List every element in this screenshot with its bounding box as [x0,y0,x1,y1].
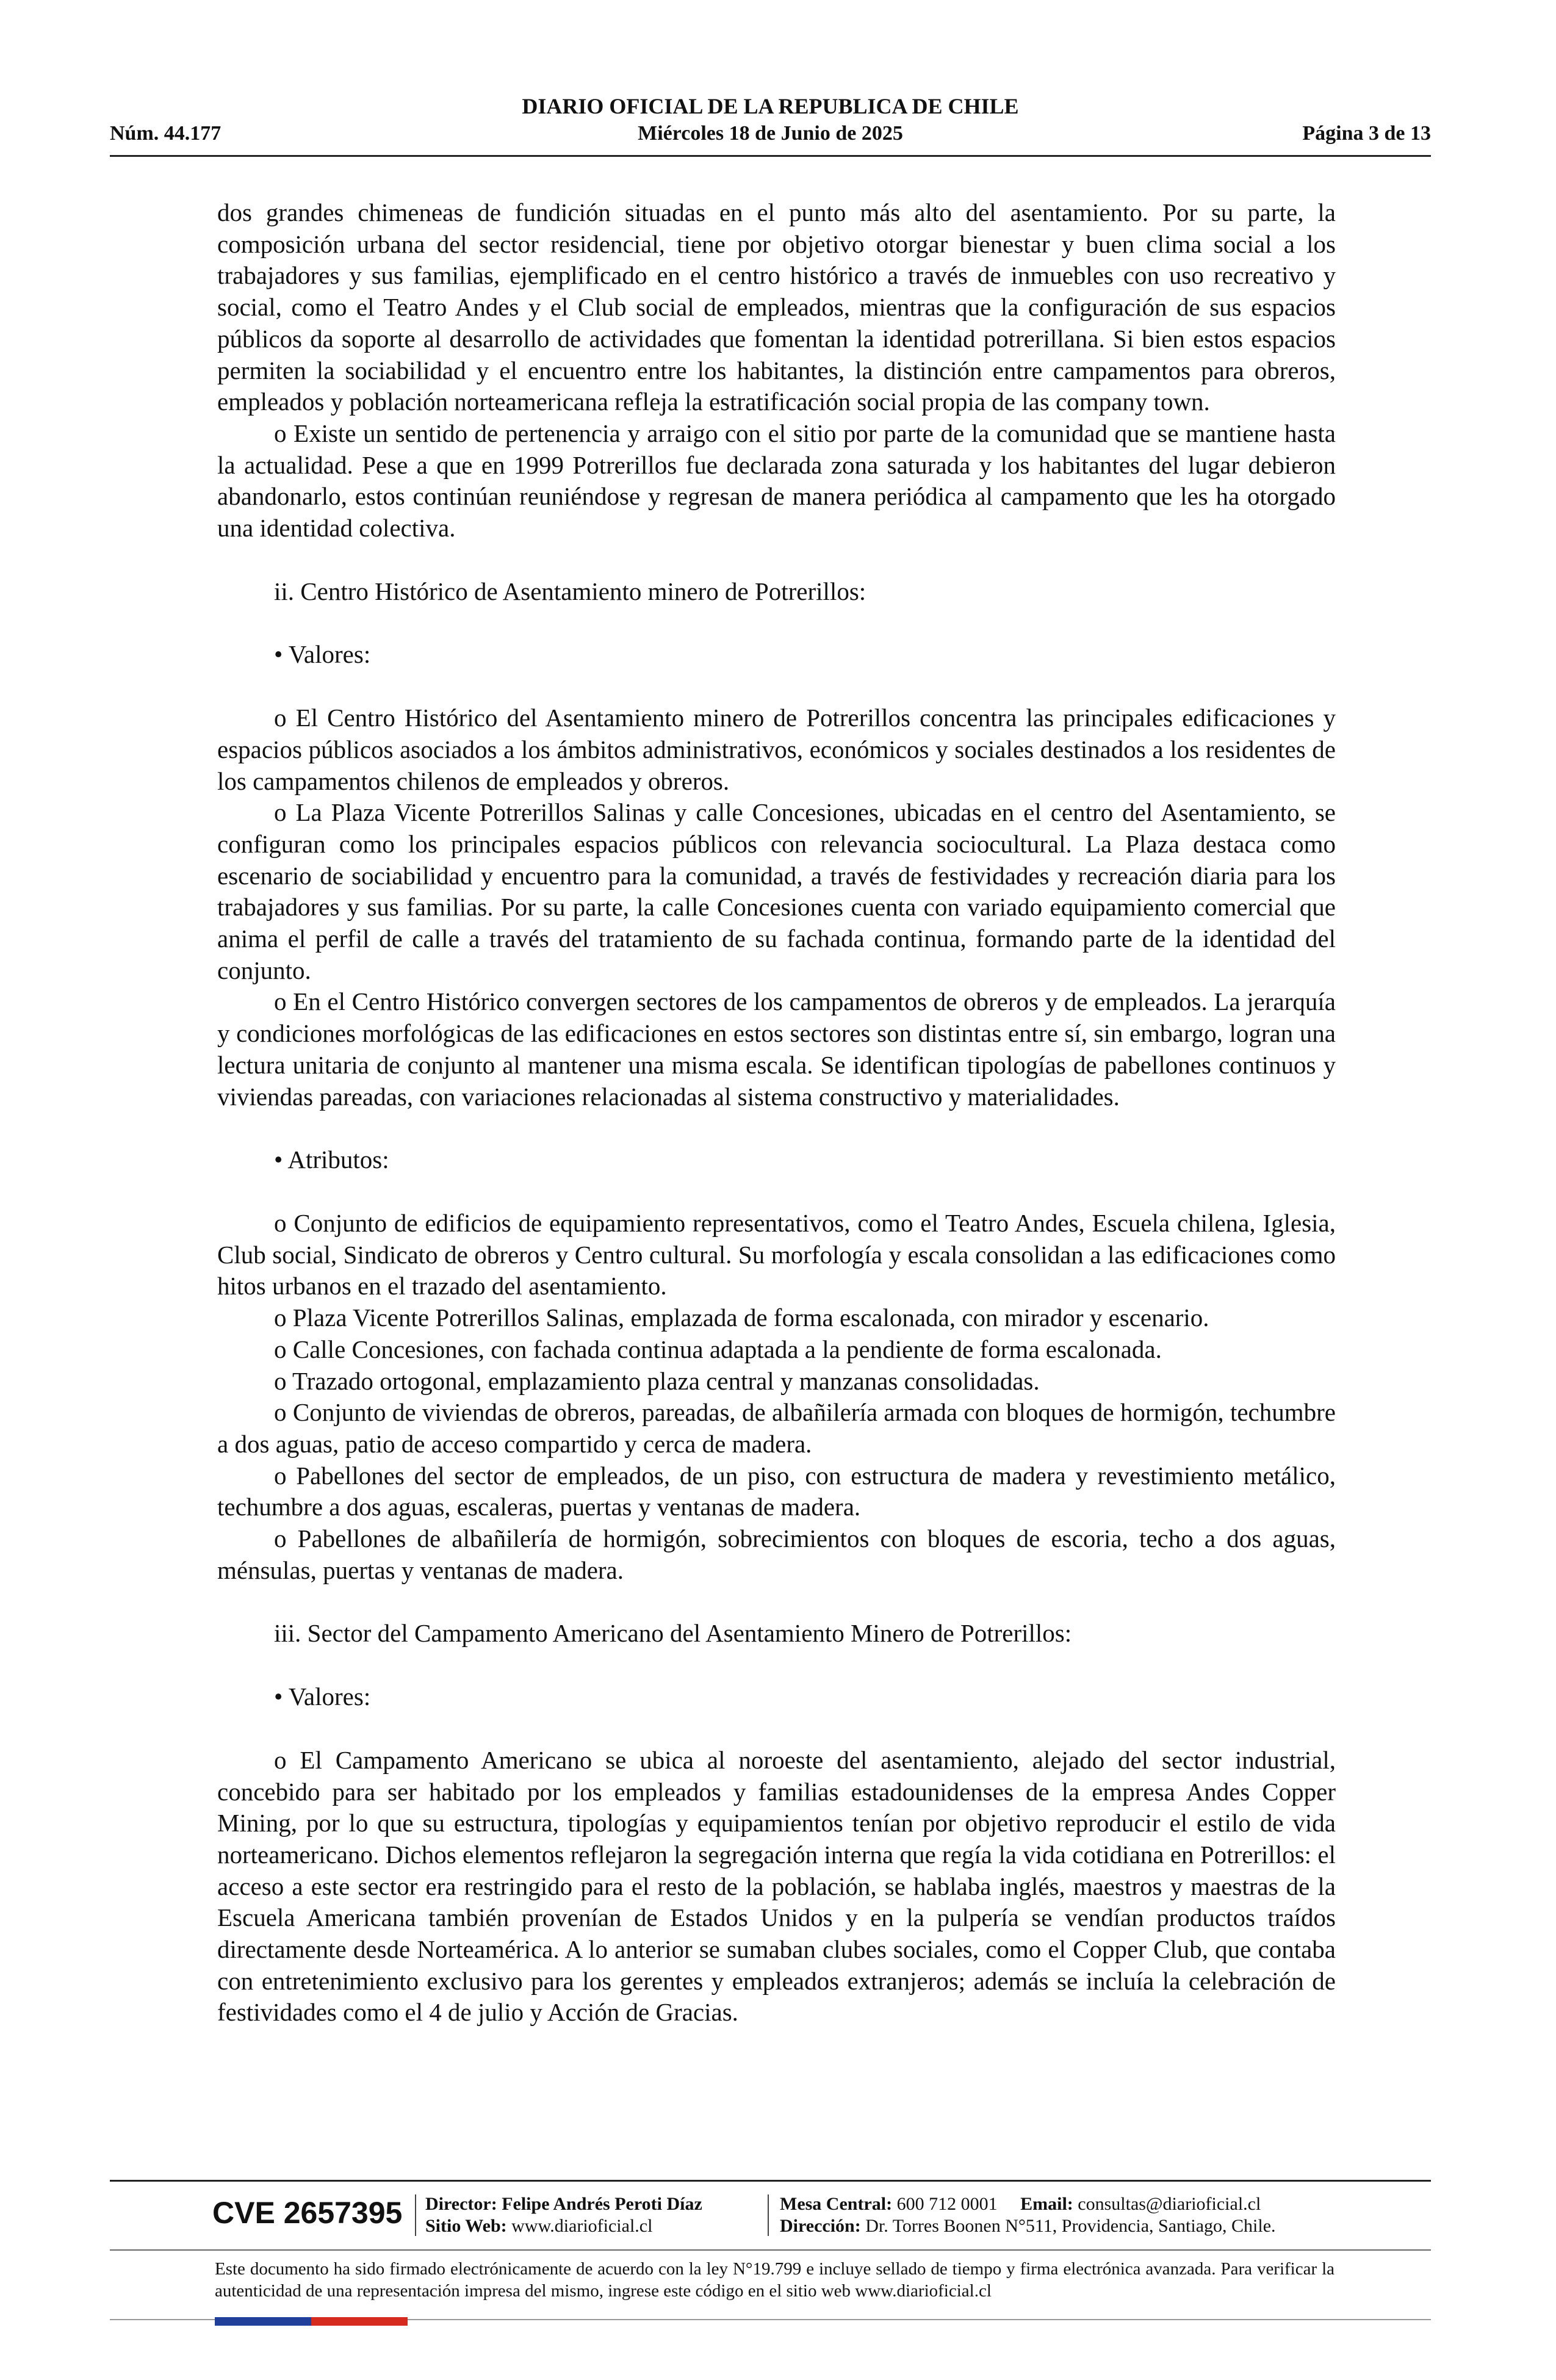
section-heading-ii: ii. Centro Histórico de Asentamiento minero de Potrerillos: [274,577,866,605]
list-item: o Conjunto de viviendas de obreros, pareadas, de albañilería armada con bloques de hormigón, techumbre a dos aguas, patio de acceso compartido y cerca de madera. [217,1398,1336,1458]
list-item: o Pabellones del sector de empleados, de un piso, con estructura de madera y revestimiento metálico, techumbre a dos aguas, escaleras, puertas y ventanas de madera. [217,1461,1336,1521]
section-heading-iii: iii. Sector del Campamento Americano del Asentamiento Minero de Potrerillos: [274,1619,1072,1648]
paragraph: o Existe un sentido de pertenencia y arraigo con el sitio por parte de la comunidad que se mantiene hasta la actualidad. Pese a que en 1999 Potrerillos fue declarada zona saturada y los habitantes del lugar debieron abandonarlo, estos continúan reuniéndose y regresan de manera periódica al campamento que les ha otorgado una identidad colectiva. [217,419,1336,543]
document-body [217,197,1336,2028]
page-indicator: Página 3 de 13 [1302,122,1431,145]
list-item: o Conjunto de edificios de equipamiento representativos, como el Teatro Andes, Escuela chilena, Iglesia, Club social, Sindicato de obreros y Centro cultural. Su morfología y escala consolidan a las edificaciones como hitos urbanos en el trazado del asentamiento. [217,1208,1336,1300]
list-item: o Calle Concesiones, con fachada continua adaptada a la pendiente de forma escalonada. [274,1335,1162,1363]
list-item: o Pabellones de albañilería de hormigón, sobrecimientos con bloques de escoria, techo a dos aguas, ménsulas, puertas y ventanas de madera. [217,1524,1336,1584]
atributos-label: • Atributos: [274,1145,389,1174]
email-link[interactable]: consultas@diarioficial.cl [1078,2194,1261,2214]
valores-label: • Valores: [274,640,371,669]
footer-divider [110,2249,1431,2251]
footer-contact-block: Mesa Central: 600 712 0001 Email: consultas@diarioficial.cl Dirección: Dr. Torres Boonen N°511, Providencia, Santiago, Chile. [780,2194,1276,2236]
paragraph: o La Plaza Vicente Potrerillos Salinas y calle Concesiones, ubicadas en el centro del Asentamiento, se configuran como los principales espacios públicos con relevancia sociocultural. La Plaza destaca como escenario de sociabilidad y encuentro para la comunidad, a través de festividades y recreación diaria para los trabajadores y sus familias. Por su parte, la calle Concesiones cuenta con variado equipamiento comercial que anima el perfil de calle a través del tratamiento de su fachada continua, formando parte de la identidad del conjunto. [217,798,1336,984]
newspaper-title: DIARIO OFICIAL DE LA REPUBLICA DE CHILE [522,94,1019,118]
list-item: o Plaza Vicente Potrerillos Salinas, emplazada de forma escalonada, con mirador y escenario. [274,1304,1209,1332]
phone-number: 600 712 0001 [896,2194,998,2214]
header-meta-row [110,120,1431,148]
flag-bar-blue [215,2317,311,2326]
footer-separator [415,2194,416,2236]
valores-label: • Valores: [274,1682,371,1711]
footer-director-block: Director: Felipe Andrés Peroti Díaz Sitio Web: www.diarioficial.cl [425,2194,702,2236]
paragraph: o El Centro Histórico del Asentamiento minero de Potrerillos concentra las principales edificaciones y espacios públicos asociados a los ámbitos administrativos, económicos y sociales destinados a los residentes de los campamentos chilenos de empleados y obreros. [217,704,1336,795]
legal-notice: Este documento ha sido firmado electrónicamente de acuerdo con la ley N°19.799 e incluye sellado de tiempo y firma electrónica avanzada. Para verificar la autenticidad de una representación impresa del mismo, ingrese este código en el sitio web www.diarioficial.cl [215,2259,1334,2301]
paragraph: o El Campamento Americano se ubica al noroeste del asentamiento, alejado del sector industrial, concebido para ser habitado por los empleados y familias estadounidenses de la empresa Andes Copper Mining, por lo que su estructura, tipologías y equipamientos tenían por objetivo reproducir el estilo de vida norteamericano. Dichos elementos reflejaron la segregación interna que regía la vida cotidiana en Potrerillos: el acceso a este sector era restringido para el resto de la población, se hablaba inglés, maestros y maestras de la Escuela Americana también provenían de Estados Unidos y en la pulpería se vendían productos traídos directamente desde Norteamérica. A lo anterior se sumaban clubes sociales, como el Copper Club, que contaba con entretenimiento exclusivo para los gerentes y empleados extranjeros; además se incluía la celebración de festividades como el 4 de julio y Acción de Gracias. [217,1745,1336,2027]
cve-code: CVE 2657395 [212,2196,403,2230]
paragraph: dos grandes chimeneas de fundición situadas en el punto más alto del asentamiento. Por su parte, la composición urbana del sector residencial, tiene por objetivo otorgar bienestar y buen clima social a los trabajadores y sus familias, ejemplificado en el centro histórico a través de inmuebles con uso recreativo y social, como el Teatro Andes y el Club social de empleados, mientras que la configuración de sus espacios públicos da soporte al desarrollo de actividades que fomentan la identidad potrerillana. Si bien estos espacios permiten la sociabilidad y el encuentro entre los habitantes, la distinción entre campamentos para obreros, empleados y población norteamericana refleja la estratificación social propia de las company town. [217,198,1336,416]
issue-date: Miércoles 18 de Junio de 2025 [638,122,903,145]
address: Dr. Torres Boonen N°511, Providencia, Santiago, Chile. [865,2216,1276,2236]
issue-number: Núm. 44.177 [110,122,222,145]
paragraph: o En el Centro Histórico convergen sectores de los campamentos de obreros y de empleados. La jerarquía y condiciones morfológicas de las edificaciones en estos sectores son distintas entre sí, sin embargo, logran una lectura unitaria de conjunto al mantener una misma escala. Se identifican tipologías de pabellones continuos y viviendas pareadas, con variaciones relacionadas al sistema constructivo y materialidades. [217,987,1336,1111]
list-item: o Trazado ortogonal, emplazamiento plaza central y manzanas consolidadas. [274,1366,1040,1395]
footer-divider [110,2180,1431,2182]
director-name: Felipe Andrés Peroti Díaz [502,2194,702,2214]
footer-separator [768,2194,769,2236]
flag-bar-red [311,2317,408,2326]
website-link[interactable]: www.diarioficial.cl [511,2216,653,2236]
page-header [110,93,1431,148]
header-divider [110,155,1431,157]
